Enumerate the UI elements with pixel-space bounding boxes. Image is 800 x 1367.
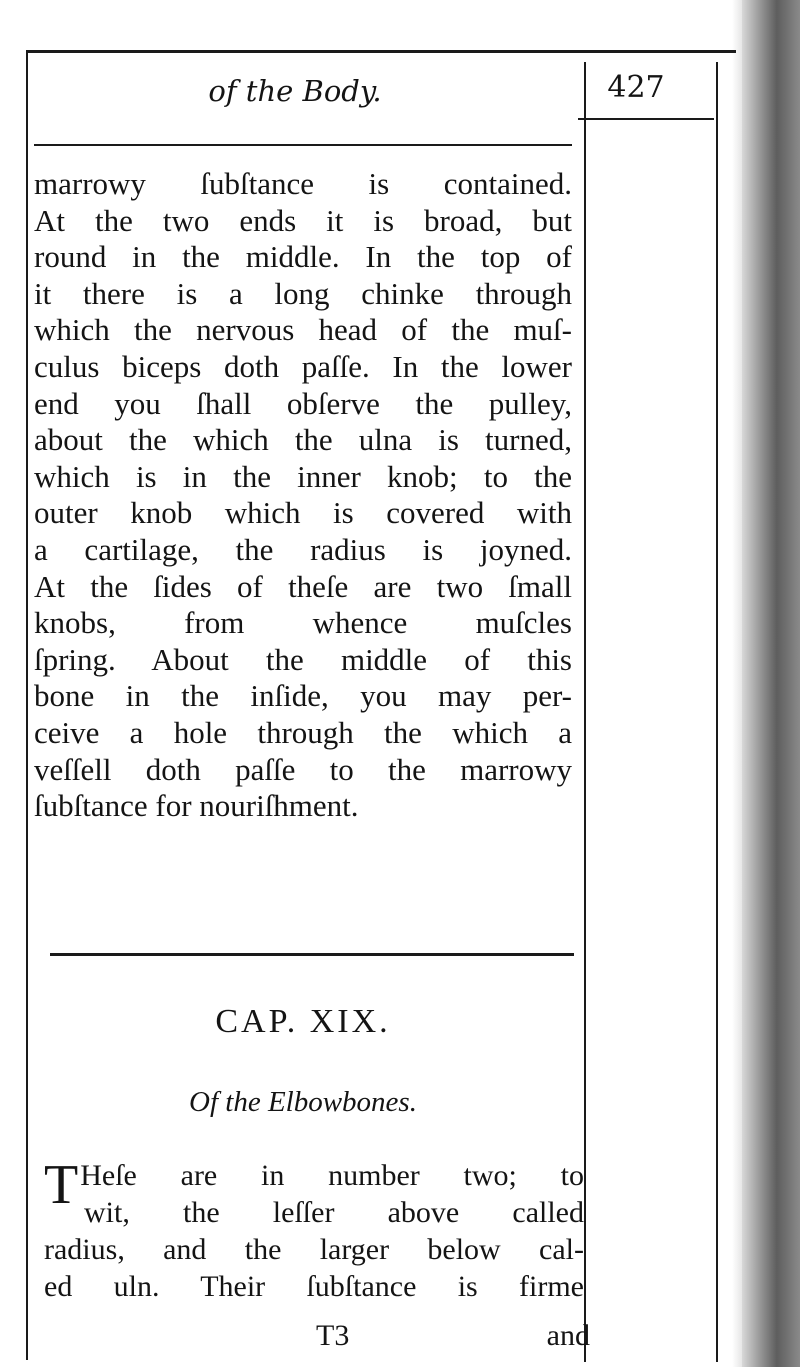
- text-line: veſſell doth paſſe to the marrowy: [34, 751, 572, 787]
- running-head: of the Body.: [208, 74, 382, 108]
- text-line: it there is a long chinke through: [34, 275, 572, 311]
- chapter-text: [44, 1154, 584, 1305]
- top-rule: [26, 50, 736, 53]
- text-line: about the which the ulna is turned,: [34, 422, 572, 458]
- text-line: round in the middle. In the top of: [34, 239, 572, 275]
- text-line: knobs, from whence muſcles: [34, 605, 572, 641]
- text-line: At the ſides of theſe are two ſmall: [34, 568, 572, 604]
- left-border: [26, 50, 28, 1360]
- text-line: a cartilage, the radius is joyned.: [34, 531, 572, 567]
- text-line: ed uln. Their ſubſtance is firme: [44, 1270, 584, 1303]
- catchword: and: [546, 1319, 590, 1352]
- text-line: which the nervous head of the muſ-: [34, 312, 572, 348]
- page-gutter: [732, 0, 742, 1367]
- margin-border: [716, 62, 718, 1362]
- head-rule: [34, 144, 572, 146]
- text-line: radius, and the larger below cal-: [44, 1233, 584, 1266]
- text-line: culus biceps doth paſſe. In the lower: [34, 348, 572, 384]
- text-line: At the two ends it is broad, but: [34, 202, 572, 238]
- chapter-rule: [50, 953, 574, 956]
- book-edge: [742, 0, 800, 1367]
- text-line: Heſe are in number two; to: [80, 1159, 584, 1192]
- text-line: ceive a hole through the which a: [34, 714, 572, 750]
- column-divider: [584, 62, 586, 1362]
- signature-mark: T3: [316, 1319, 350, 1352]
- text-line: end you ſhall obſerve the pulley,: [34, 385, 572, 421]
- text-line: ſpring. About the middle of this: [34, 641, 572, 677]
- text-line: ſubſtance for nouriſhment.: [34, 788, 359, 824]
- page-number: 427: [607, 70, 665, 105]
- page-number-rule: [578, 118, 714, 120]
- text-line: marrowy ſubſtance is contained.: [34, 166, 572, 201]
- chapter-title: Of the Elbowbones.: [189, 1086, 417, 1118]
- text-line: outer knob which is covered with: [34, 495, 572, 531]
- text-line: bone in the inſide, you may per-: [34, 678, 572, 714]
- text-line: wit, the leſſer above called: [84, 1196, 584, 1229]
- body-text: [34, 166, 572, 825]
- chapter-number: CAP. XIX.: [215, 1003, 391, 1040]
- text-line: which is in the inner knob; to the: [34, 458, 572, 494]
- drop-cap: T: [44, 1154, 79, 1216]
